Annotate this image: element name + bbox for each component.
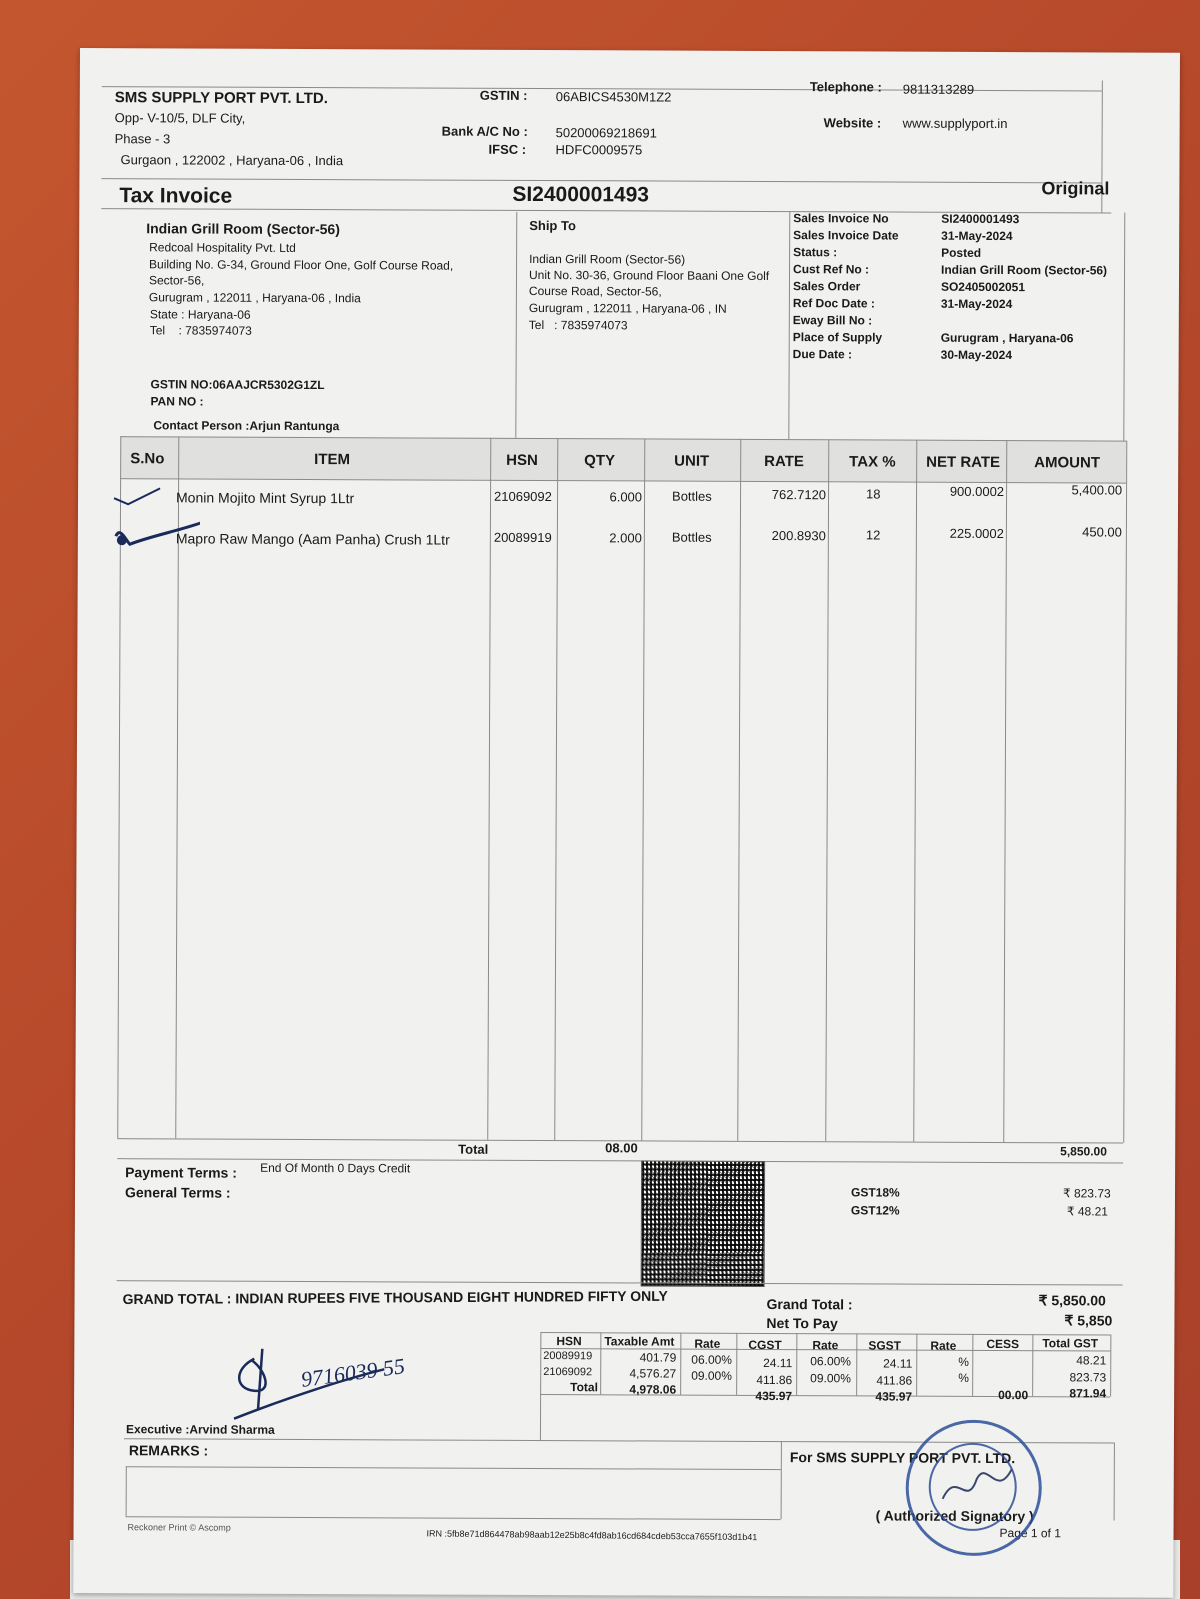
company-name: SMS SUPPLY PORT PVT. LTD. [114, 89, 328, 108]
col-hsn: HSN [506, 451, 538, 470]
col-sno: S.No [130, 450, 165, 468]
seal-signature [937, 1459, 1017, 1519]
meta-value-invoice-date: 31-May-2024 [941, 228, 1013, 244]
row2-qty: 2.000 [609, 530, 642, 546]
for-company: For SMS SUPPLY PORT PVT. LTD. [789, 1449, 1016, 1467]
net-to-pay-label: Net To Pay [766, 1315, 838, 1332]
row2-unit: Bottles [671, 529, 712, 545]
website-value: www.supplyport.in [902, 115, 1008, 132]
meta-value-cust-ref: Indian Grill Room (Sector-56) [941, 262, 1108, 278]
bill-to-line1: Redcoal Hospitality Pvt. Ltd [149, 240, 296, 255]
meta-label-ref-doc-date: Ref Doc Date : [792, 296, 875, 311]
row1-qty: 6.000 [609, 489, 643, 505]
meta-label-due-date: Due Date : [792, 347, 853, 362]
hsn-col-rate3: Rate [930, 1338, 957, 1353]
payment-terms-value: End Of Month 0 Days Credit [260, 1160, 411, 1176]
hsn-total-label: Total [570, 1380, 598, 1395]
hsn-total-cess: 00.00 [998, 1388, 1029, 1403]
hsn-row2-sgst: 411.86 [876, 1373, 913, 1388]
company-address-3: Gurgaon , 122002 , Haryana-06 , India [120, 152, 344, 169]
col-item: ITEM [314, 451, 351, 469]
col-amount: AMOUNT [1034, 454, 1101, 472]
row1-rate: 762.7120 [771, 487, 827, 503]
executive-name: Executive :Arvind Sharma [125, 1422, 275, 1437]
hsn-row1-rate3: % [958, 1354, 969, 1369]
ship-to-line3: Gurugram , 122011 , Haryana-06 , IN [528, 300, 727, 316]
hsn-col-hsn: HSN [556, 1334, 582, 1349]
meta-label-status: Status : [793, 245, 838, 260]
hsn-col-cgst: CGST [748, 1337, 782, 1353]
authorized-signatory: ( Authorized Signatory ) [875, 1507, 1034, 1525]
ifsc-label: IFSC : [488, 141, 527, 157]
gst12-label: GST12% [850, 1203, 900, 1218]
company-address-1: Opp- V-10/5, DLF City, [114, 110, 246, 126]
page-number: Page 1 of 1 [999, 1526, 1061, 1541]
col-rate: RATE [764, 452, 804, 471]
bill-to-name: Indian Grill Room (Sector-56) [146, 220, 340, 238]
row2-tax: 12 [865, 527, 881, 543]
payment-terms-label: Payment Terms : [125, 1164, 237, 1181]
hsn-col-taxable: Taxable Amt [604, 1334, 675, 1349]
gst18-label: GST18% [850, 1185, 900, 1200]
copy-label: Original [1041, 178, 1110, 199]
ifsc-value: HDFC0009575 [555, 142, 643, 158]
net-to-pay-value: ₹ 5,850 [1064, 1312, 1113, 1329]
hsn-row1-rate: 06.00% [691, 1352, 733, 1367]
col-qty: QTY [584, 452, 616, 470]
gst12-value: ₹ 48.21 [1066, 1204, 1108, 1219]
hsn-row2-cgst: 411.86 [756, 1372, 793, 1388]
row1-net-rate: 900.0002 [949, 483, 1005, 500]
hsn-row1-total: 48.21 [1076, 1353, 1107, 1368]
bill-to-line2: Building No. G-34, Ground Floor One, Golf Course Road, [149, 257, 454, 273]
remarks-label: REMARKS : [128, 1442, 209, 1459]
ship-to-name: Indian Grill Room (Sector-56) [529, 251, 686, 267]
row1-amount: 5,400.00 [1071, 482, 1123, 498]
col-unit: UNIT [674, 452, 710, 470]
executive-signature [224, 1339, 454, 1430]
meta-value-ref-doc-date: 31-May-2024 [940, 296, 1013, 312]
company-address-2: Phase - 3 [114, 131, 171, 147]
total-qty: 08.00 [605, 1140, 638, 1156]
invoice-paper [73, 48, 1180, 1598]
meta-value-invoice-no: SI2400001493 [941, 211, 1020, 227]
ship-to-line1: Unit No. 30-36, Ground Floor Baani One Golf [528, 267, 770, 284]
hsn-row1-cgst: 24.11 [763, 1355, 793, 1371]
telephone-label: Telephone : [809, 79, 882, 95]
bill-to-line4: Gurugram , 122011 , Haryana-06 , India [148, 290, 361, 306]
hsn-total-sgst: 435.97 [875, 1389, 913, 1404]
company-seal [905, 1420, 1042, 1557]
row2-hsn: 20089919 [493, 529, 552, 546]
handwritten-checkmarks [110, 478, 200, 558]
hsn-col-total: Total GST [1042, 1336, 1099, 1351]
hsn-row1-taxable: 401.79 [639, 1350, 677, 1365]
col-tax: TAX % [849, 453, 896, 471]
bill-to-state: State : Haryana-06 [149, 307, 251, 322]
ship-to-heading: Ship To [529, 217, 576, 234]
bill-to-tel: Tel : 7835974073 [149, 323, 252, 338]
qr-code [641, 1160, 766, 1287]
hsn-row2-total: 823.73 [1069, 1370, 1107, 1385]
meta-value-place-of-supply: Gurugram , Haryana-06 [940, 330, 1074, 346]
total-label: Total [458, 1141, 489, 1157]
row2-amount: 450.00 [1082, 524, 1122, 540]
contact-person: Contact Person :Arjun Rantunga [153, 418, 340, 434]
hsn-row2-rate: 09.00% [691, 1368, 732, 1383]
hsn-col-rate: Rate [694, 1336, 721, 1351]
website-label: Website : [823, 115, 882, 131]
row1-tax: 18 [866, 486, 881, 502]
telephone-value: 9811313289 [902, 81, 975, 97]
gst18-value: ₹ 823.73 [1062, 1186, 1111, 1201]
irn-number: IRN :5fb8e71d864478ab98aab12e25b8c4fd8ab16cd684cdeb53cca7655f103d1b41 [426, 1528, 758, 1543]
meta-label-invoice-date: Sales Invoice Date [793, 228, 899, 243]
hsn-total-cgst: 435.97 [755, 1388, 793, 1404]
meta-label-place-of-supply: Place of Supply [792, 330, 883, 345]
hsn-row2-taxable: 4,576.27 [629, 1366, 677, 1381]
bank-value: 50200069218691 [555, 125, 657, 141]
meta-value-status: Posted [941, 245, 982, 260]
hsn-row2-rate2: 09.00% [810, 1371, 851, 1386]
total-amount: 5,850.00 [1060, 1144, 1107, 1159]
row1-item: Monin Mojito Mint Syrup 1Ltr [176, 489, 355, 507]
meta-label-cust-ref: Cust Ref No : [793, 262, 870, 277]
bill-to-gstin: GSTIN NO:06AAJCR5302G1ZL [150, 377, 325, 393]
hsn-row2-rate3: % [958, 1370, 969, 1385]
row1-unit: Bottles [672, 488, 712, 504]
grand-total-label: Grand Total : [766, 1296, 853, 1313]
invoice-number: SI2400001493 [512, 182, 650, 207]
meta-value-sales-order: SO2405002051 [940, 279, 1026, 295]
hsn-row1-hsn: 20089919 [543, 1350, 593, 1363]
hsn-col-rate2: Rate [812, 1338, 839, 1353]
bill-to-pan: PAN NO : [150, 394, 204, 409]
hsn-total-gst: 871.94 [1069, 1386, 1107, 1401]
ship-to-tel: Tel : 7835974073 [528, 317, 628, 333]
software-credit: Reckoner Print © Ascomp [127, 1522, 231, 1533]
hsn-row2-hsn: 21069092 [543, 1366, 593, 1379]
hsn-row1-rate2: 06.00% [810, 1354, 852, 1369]
meta-label-sales-order: Sales Order [792, 279, 861, 294]
meta-value-due-date: 30-May-2024 [940, 347, 1013, 363]
row2-net-rate: 225.0002 [949, 525, 1004, 542]
gstin-value: 06ABICS4530M1Z2 [555, 89, 672, 105]
row2-item: Mapro Raw Mango (Aam Panha) Crush 1Ltr [175, 530, 450, 548]
meta-label-eway-bill: Eway Bill No : [792, 313, 873, 328]
row2-rate: 200.8930 [771, 528, 826, 544]
col-net-rate: NET RATE [926, 453, 1001, 472]
hsn-col-sgst: SGST [868, 1338, 902, 1353]
bill-to-line3: Sector-56, [148, 273, 205, 288]
hsn-col-cess: CESS [986, 1336, 1020, 1352]
row1-hsn: 21069092 [494, 488, 552, 505]
grand-total-value: ₹ 5,850.00 [1038, 1292, 1106, 1309]
grand-total-words: GRAND TOTAL : INDIAN RUPEES FIVE THOUSAND EIGHT HUNDRED FIFTY ONLY [122, 1287, 668, 1308]
hsn-row1-sgst: 24.11 [883, 1356, 913, 1371]
ship-to-line2: Course Road, Sector-56, [528, 283, 662, 299]
document-title: Tax Invoice [119, 184, 233, 208]
gstin-label: GSTIN : [479, 87, 528, 103]
hsn-total-taxable: 4,978.06 [629, 1382, 677, 1397]
handwritten-phone: 9716039 55 [299, 1353, 407, 1392]
meta-label-invoice-no: Sales Invoice No [793, 211, 889, 226]
bank-label: Bank A/C No : [441, 123, 528, 139]
general-terms-label: General Terms : [124, 1184, 231, 1201]
